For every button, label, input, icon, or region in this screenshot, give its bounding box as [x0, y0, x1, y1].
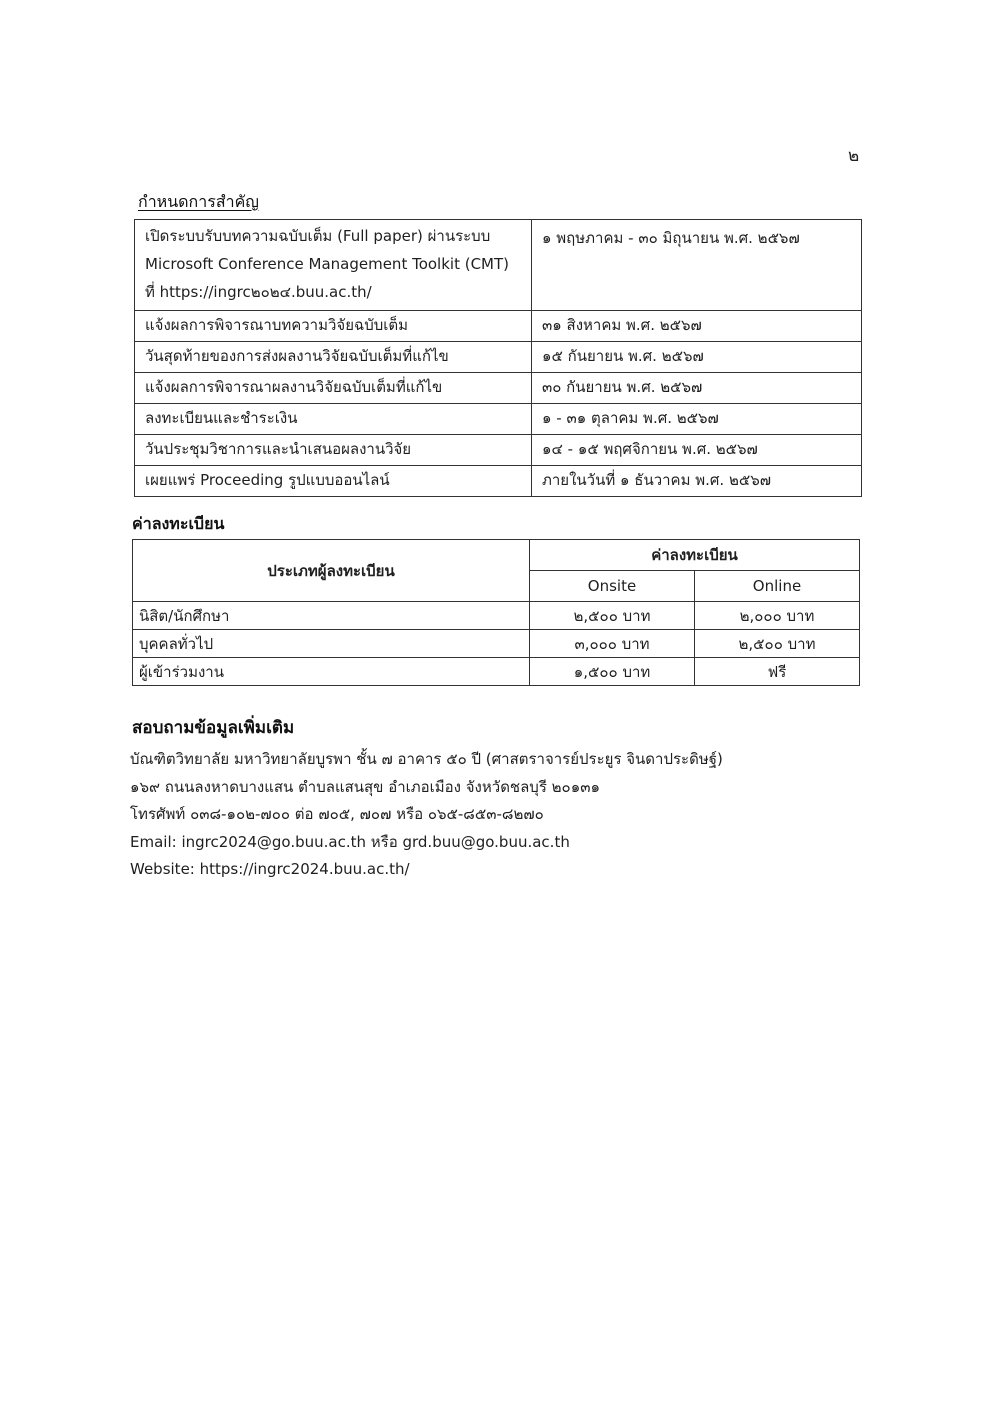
schedule-row: [135, 342, 862, 373]
schedule-event-cell: แจ้งผลการพิจารณาบทความวิจัยฉบับเต็ม: [135, 311, 532, 342]
fees-amount-header: ค่าลงทะเบียน: [530, 540, 860, 571]
fees-onsite-cell: ๑,๕๐๐ บาท: [530, 658, 695, 686]
schedule-date-cell: ภายในวันที่ ๑ ธันวาคม พ.ศ. ๒๕๖๗: [532, 466, 862, 497]
schedule-date-cell: ๑ - ๓๑ ตุลาคม พ.ศ. ๒๕๖๗: [532, 404, 862, 435]
schedule-row: [135, 220, 862, 311]
schedule-date-cell: ๑ พฤษภาคม - ๓๐ มิถุนายน พ.ศ. ๒๕๖๗: [532, 220, 862, 311]
schedule-event-cell: วันสุดท้ายของการส่งผลงานวิจัยฉบับเต็มที่แก้ไข: [135, 342, 532, 373]
schedule-event-cell: ลงทะเบียนและชำระเงิน: [135, 404, 532, 435]
schedule-event-line: Microsoft Conference Management Toolkit (CMT): [145, 255, 510, 273]
schedule-event-line: เปิดระบบรับบทความฉบับเต็ม (Full paper) ผ่านระบบ: [145, 227, 491, 245]
fees-row: [133, 602, 860, 630]
fees-online-cell: ๒,๕๐๐ บาท: [695, 630, 860, 658]
fees-onsite-cell: ๓,๐๐๐ บาท: [530, 630, 695, 658]
contact-heading: สอบถามข้อมูลเพิ่มเติม: [132, 718, 295, 738]
fees-online-cell: ๒,๐๐๐ บาท: [695, 602, 860, 630]
page-number: ๒: [848, 146, 860, 166]
schedule-date-cell: ๓๑ สิงหาคม พ.ศ. ๒๕๖๗: [532, 311, 862, 342]
schedule-event-cell: แจ้งผลการพิจารณาผลงานวิจัยฉบับเต็มที่แก้ไข: [135, 373, 532, 404]
fees-type-cell: นิสิต/นักศึกษา: [133, 602, 530, 630]
fees-table: [132, 539, 860, 686]
fees-type-cell: บุคคลทั่วไป: [133, 630, 530, 658]
schedule-row: [135, 435, 862, 466]
fees-onsite-cell: ๒,๕๐๐ บาท: [530, 602, 695, 630]
schedule-date-cell: ๑๕ กันยายน พ.ศ. ๒๕๖๗: [532, 342, 862, 373]
fees-type-cell: ผู้เข้าร่วมงาน: [133, 658, 530, 686]
schedule-table: [134, 219, 862, 497]
schedule-event-cell: วันประชุมวิชาการและนำเสนอผลงานวิจัย: [135, 435, 532, 466]
fees-row: [133, 658, 860, 686]
fees-onsite-header: Onsite: [530, 571, 695, 602]
schedule-date-cell: ๓๐ กันยายน พ.ศ. ๒๕๖๗: [532, 373, 862, 404]
fees-online-cell: ฟรี: [695, 658, 860, 686]
contact-address-line: บัณฑิตวิทยาลัย มหาวิทยาลัยบูรพา ชั้น ๗ อาคาร ๕๐ ปี (ศาสตราจารย์ประยูร จินดาประดิษฐ์): [130, 750, 723, 768]
schedule-event-line: ที่ https://ingrc๒๐๒๔.buu.ac.th/: [145, 283, 372, 301]
schedule-heading: กำหนดการสำคัญ: [138, 192, 259, 211]
schedule-event-cell: [135, 220, 532, 311]
contact-address-line: ๑๖๙ ถนนลงหาดบางแสน ตำบลแสนสุข อำเภอเมือง จังหวัดชลบุรี ๒๐๑๓๑: [130, 777, 600, 796]
fees-header-row: [133, 540, 860, 571]
schedule-date-cell: ๑๔ - ๑๕ พฤศจิกายน พ.ศ. ๒๕๖๗: [532, 435, 862, 466]
fees-row: [133, 630, 860, 658]
fees-type-header: ประเภทผู้ลงทะเบียน: [133, 540, 530, 602]
schedule-row: [135, 373, 862, 404]
fees-heading: ค่าลงทะเบียน: [132, 514, 225, 533]
contact-info: [130, 746, 723, 884]
schedule-event-cell: เผยแพร่ Proceeding รูปแบบออนไลน์: [135, 466, 532, 497]
schedule-row: [135, 311, 862, 342]
contact-phone: โทรศัพท์ ๐๓๘-๑๐๒-๗๐๐ ต่อ ๗๐๕, ๗๐๗ หรือ ๐๖๕-๘๕๓-๘๒๗๐: [130, 805, 544, 823]
fees-online-header: Online: [695, 571, 860, 602]
contact-website: Website: https://ingrc2024.buu.ac.th/: [130, 860, 410, 878]
schedule-row: [135, 404, 862, 435]
contact-email: Email: ingrc2024@go.buu.ac.th หรือ grd.buu@go.buu.ac.th: [130, 832, 570, 851]
schedule-row: [135, 466, 862, 497]
